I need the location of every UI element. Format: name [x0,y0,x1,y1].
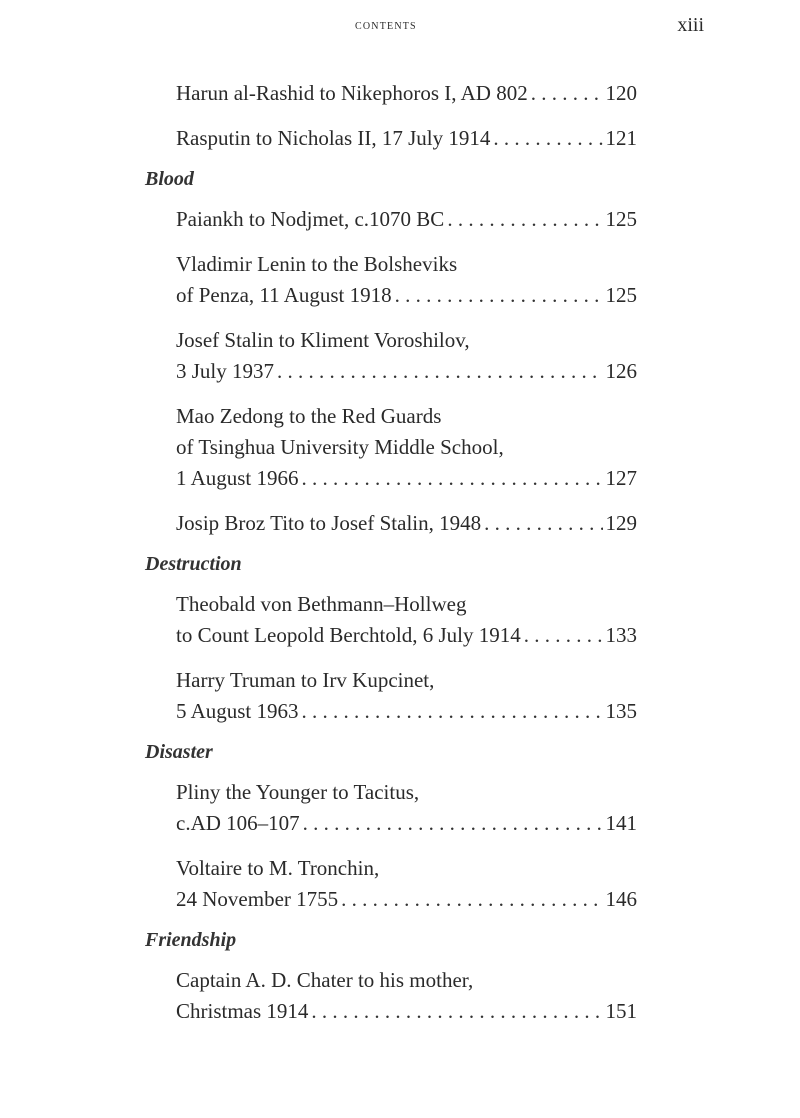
entry-page-number: 129 [605,511,637,535]
entry-page-number: 120 [605,81,637,105]
entry-page-number: 135 [605,699,637,723]
entry-last-line [176,808,637,839]
toc-entry[interactable] [176,853,637,915]
entry-title: 24 November 1755 [176,887,339,911]
entry-last-line [176,280,637,311]
dot-leader [302,463,603,494]
dot-leader [302,696,603,727]
entry-title: 1 August 1966 [176,466,299,490]
page-number: xiii [677,14,704,36]
entry-last-line [176,78,637,109]
toc-entry[interactable] [176,123,637,154]
toc-entry[interactable] [176,665,637,727]
entry-title: to Count Leopold Berchtold, 6 July 1914 [176,623,521,647]
section-heading: Destruction [145,553,242,575]
toc-entry[interactable] [176,777,637,839]
dot-leader [493,123,602,154]
dot-leader [484,508,602,539]
toc-entry[interactable] [176,965,637,1027]
entry-page-number: 151 [605,999,637,1023]
entry-title-line: Harry Truman to Irv Kupcinet, [176,668,435,692]
section-heading: Friendship [145,929,237,951]
entry-last-line [176,996,637,1027]
entry-last-line [176,508,637,539]
entry-title: c.AD 106–107 [176,811,300,835]
entry-page-number: 126 [605,359,637,383]
dot-leader [447,204,602,235]
toc-entry[interactable] [176,589,637,651]
dot-leader [341,884,602,915]
dot-leader [395,280,603,311]
entry-title-line: of Tsinghua University Middle School, [176,435,504,459]
entry-page-number: 125 [605,207,637,231]
dot-leader [524,620,603,651]
entry-title: 3 July 1937 [176,359,275,383]
dot-leader [531,78,603,109]
entry-title: 5 August 1963 [176,699,299,723]
entry-title-line: Josef Stalin to Kliment Voroshilov, [176,328,470,352]
table-of-contents [145,78,637,1041]
toc-entry[interactable] [176,401,637,494]
entry-last-line [176,696,637,727]
entry-title-line: Pliny the Younger to Tacitus, [176,780,420,804]
dot-leader [311,996,602,1027]
entry-page-number: 127 [605,466,637,490]
entry-title-line: Vladimir Lenin to the Bolsheviks [176,252,458,276]
entry-page-number: 125 [605,283,637,307]
toc-entry[interactable] [176,325,637,387]
entry-title-line: Captain A. D. Chater to his mother, [176,968,474,992]
toc-entry[interactable] [176,508,637,539]
toc-entry[interactable] [176,78,637,109]
entry-last-line [176,620,637,651]
entry-page-number: 133 [605,623,637,647]
dot-leader [303,808,603,839]
entry-page-number: 141 [605,811,637,835]
dot-leader [277,356,602,387]
entry-last-line [176,123,637,154]
entry-title: Josip Broz Tito to Josef Stalin, 1948 [176,511,482,535]
entry-last-line [176,463,637,494]
running-head: contents [355,18,417,33]
entry-last-line [176,884,637,915]
entry-title: of Penza, 11 August 1918 [176,283,392,307]
entry-title-line: Voltaire to M. Tronchin, [176,856,380,880]
toc-entry[interactable] [176,204,637,235]
entry-last-line [176,356,637,387]
toc-entry[interactable] [176,249,637,311]
entry-title: Christmas 1914 [176,999,309,1023]
entry-title: Paiankh to Nodjmet, c.1070 BC [176,207,445,231]
entry-title-line: Mao Zedong to the Red Guards [176,404,442,428]
entry-last-line [176,204,637,235]
entry-title: Harun al-Rashid to Nikephoros I, AD 802 [176,81,528,105]
entry-page-number: 121 [605,126,637,150]
entry-title: Rasputin to Nicholas II, 17 July 1914 [176,126,491,150]
entry-page-number: 146 [605,887,637,911]
section-heading: Blood [145,168,194,190]
section-heading: Disaster [145,741,213,763]
entry-title-line: Theobald von Bethmann–Hollweg [176,592,467,616]
